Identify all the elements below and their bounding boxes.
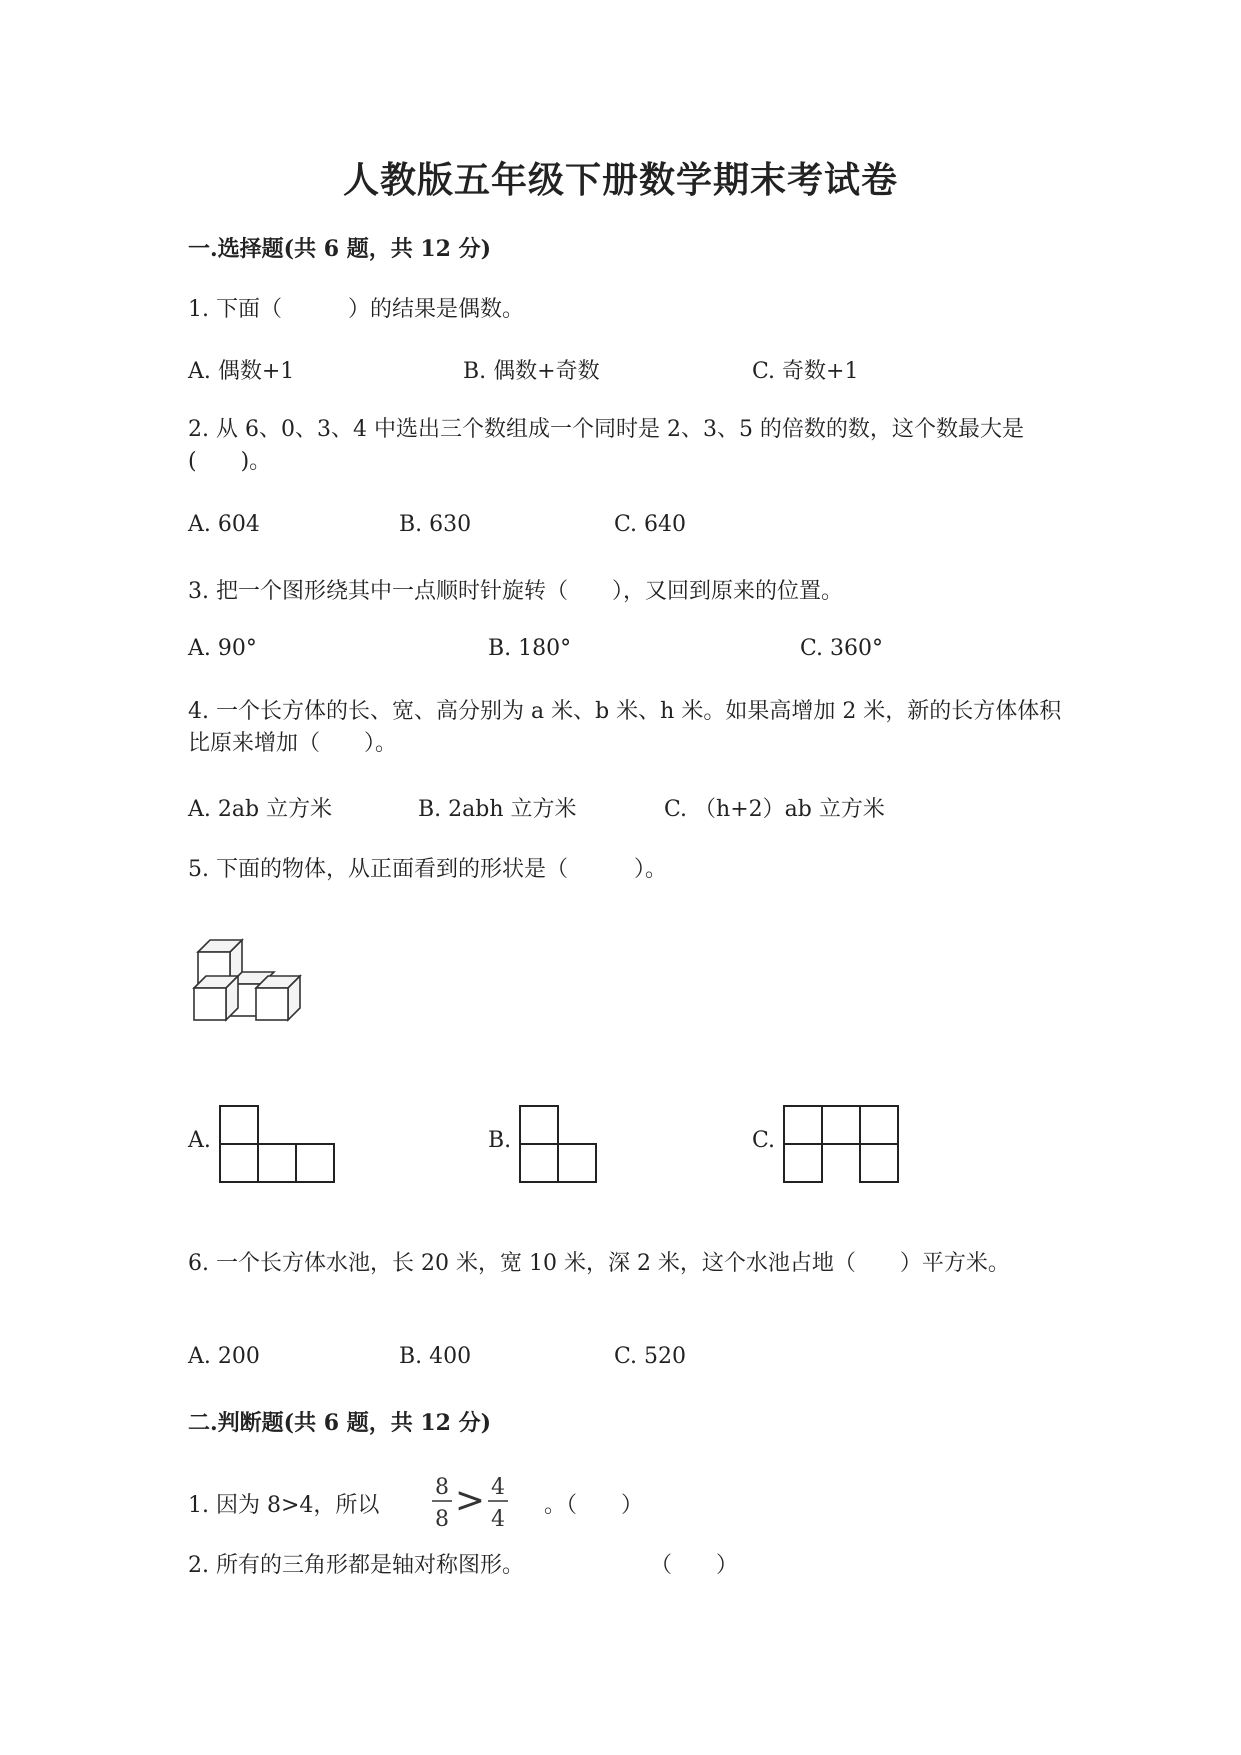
q5-option-c-shape	[782, 1104, 900, 1186]
question-1: 1. 下面（ ）的结果是偶数。	[188, 297, 524, 322]
question-2: 2. 从 6、0、3、4 中选出三个数组成一个同时是 2、3、5 的倍数的数，这个数最大是( )。	[188, 417, 1024, 474]
q5-option-a: A.	[188, 1128, 211, 1153]
q4-option-c: C. （h+2）ab 立方米	[664, 797, 885, 822]
question-5: 5. 下面的物体，从正面看到的形状是（ ）。	[188, 857, 667, 882]
greater-than-sign: >	[454, 1480, 486, 1521]
q2-option-a: A. 604	[188, 512, 260, 537]
fraction-2-denominator: 4	[491, 1507, 505, 1532]
q1-option-b: B. 偶数+奇数	[463, 359, 600, 384]
q3-option-c: C. 360°	[800, 636, 884, 661]
q3-option-a: A. 90°	[188, 636, 257, 661]
judge-2-blank: （ ）	[650, 1553, 739, 1578]
judge-1-suffix: 。（ ）	[544, 1493, 644, 1518]
section-heading-judgement: 二.判断题(共 6 题，共 12 分)	[188, 1410, 492, 1436]
section-heading-choice: 一.选择题(共 6 题，共 12 分)	[188, 236, 492, 262]
judge-1-prefix: 1. 因为 8>4，所以	[188, 1493, 380, 1518]
fraction-1-denominator: 8	[435, 1507, 449, 1532]
q6-option-b: B. 400	[399, 1344, 472, 1369]
page-title: 人教版五年级下册数学期末考试卷	[342, 159, 898, 201]
q2-option-c: C. 640	[614, 512, 687, 537]
fraction-2-numerator: 4	[491, 1475, 505, 1500]
q2-option-b: B. 630	[399, 512, 472, 537]
q1-option-a: A. 偶数+1	[188, 359, 295, 384]
q6-option-a: A. 200	[188, 1344, 260, 1369]
fraction-comparison	[430, 1468, 512, 1534]
q5-option-b-shape	[518, 1104, 598, 1186]
q6-option-c: C. 520	[614, 1344, 687, 1369]
q5-option-b: B.	[488, 1128, 512, 1153]
question-6: 6. 一个长方体水池，长 20 米，宽 10 米，深 2 米，这个水池占地（ ）平方米。	[188, 1251, 1010, 1276]
question-3: 3. 把一个图形绕其中一点顺时针旋转（ ），又回到原来的位置。	[188, 579, 843, 604]
cube-stack-figure	[188, 936, 328, 1034]
q5-option-c: C.	[752, 1128, 776, 1153]
question-4: 4. 一个长方体的长、宽、高分别为 a 米、b 米、h 米。如果高增加 2 米，新的长方体体积比原来增加（ ）。	[188, 699, 1062, 756]
q3-option-b: B. 180°	[488, 636, 572, 661]
q4-option-a: A. 2ab 立方米	[188, 797, 333, 822]
fraction-1-numerator: 8	[435, 1475, 449, 1500]
q4-option-b: B. 2abh 立方米	[418, 797, 577, 822]
q1-option-c: C. 奇数+1	[752, 359, 859, 384]
q5-option-a-shape	[218, 1104, 336, 1186]
judge-2: 2. 所有的三角形都是轴对称图形。	[188, 1553, 524, 1578]
